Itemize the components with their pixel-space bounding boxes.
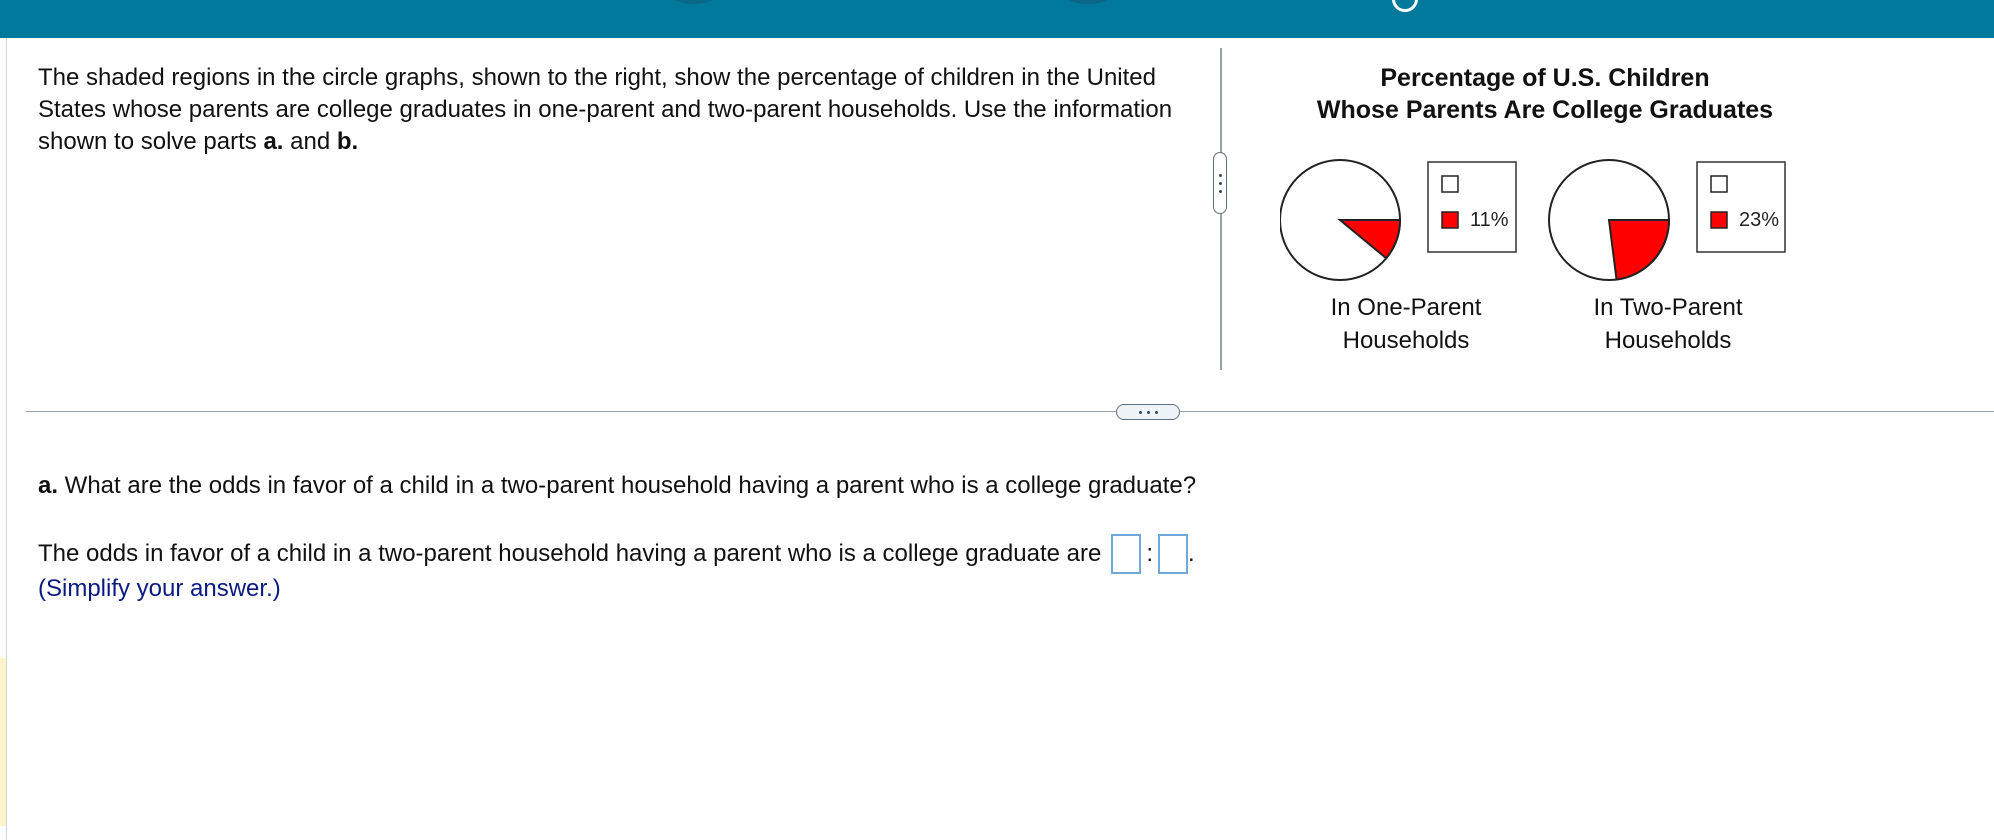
one-parent-legend: [1428, 162, 1516, 252]
one-parent-label-line1: In One-Parent: [1330, 294, 1482, 321]
two-parent-legend: [1697, 162, 1785, 252]
header-progress-marker: [664, 0, 724, 4]
odds-favorable-input[interactable]: [1111, 534, 1141, 574]
one-parent-label-line2: Households: [1342, 327, 1470, 354]
unshaded-legend-swatch: [1711, 176, 1727, 192]
unshaded-legend-swatch: [1442, 176, 1458, 192]
simplify-hint: (Simplify your answer.): [38, 575, 281, 602]
top-header-bar: [0, 0, 1994, 38]
header-progress-marker: [1058, 0, 1118, 4]
horizontal-splitter: [26, 411, 1994, 412]
problem-statement: The shaded regions in the circle graphs, shown to the right, show the percentage of children in the United States whose parents are college graduates in one-parent and two-parent households. Use the information shown to solve parts a. and b.: [38, 64, 1173, 155]
left-edge-panel: [0, 38, 7, 840]
two-parent-label-line2: Households: [1604, 327, 1732, 354]
vertical-resize-handle[interactable]: [1213, 152, 1227, 214]
circle-graphs: [1280, 152, 1820, 362]
two-parent-shaded-slice: [1609, 220, 1669, 280]
two-parent-label-line1: In Two-Parent: [1593, 294, 1743, 321]
odds-unfavorable-input[interactable]: [1158, 534, 1188, 574]
two-parent-chart: [1549, 160, 1785, 354]
horizontal-resize-handle[interactable]: [1116, 404, 1180, 420]
shaded-legend-swatch: [1442, 212, 1458, 228]
odds-separator: :: [1146, 540, 1154, 567]
shaded-legend-swatch: [1711, 212, 1727, 228]
answer-sentence: The odds in favor of a child in a two-parent household having a parent who is a college graduate are: [38, 540, 1102, 567]
chart-title: Percentage of U.S. Children Whose Parents Are College Graduates: [1316, 64, 1774, 124]
one-parent-legend-value: 11%: [1470, 209, 1509, 231]
two-parent-legend-value: 23%: [1739, 209, 1780, 231]
question-a: a. What are the odds in favor of a child in a two-parent household having a parent who is a college graduate?: [38, 472, 1197, 499]
points-icon: [1392, 0, 1418, 12]
answer-end-punct: .: [1188, 540, 1195, 567]
one-parent-chart: [1280, 160, 1516, 354]
answer-row: [38, 534, 1195, 574]
